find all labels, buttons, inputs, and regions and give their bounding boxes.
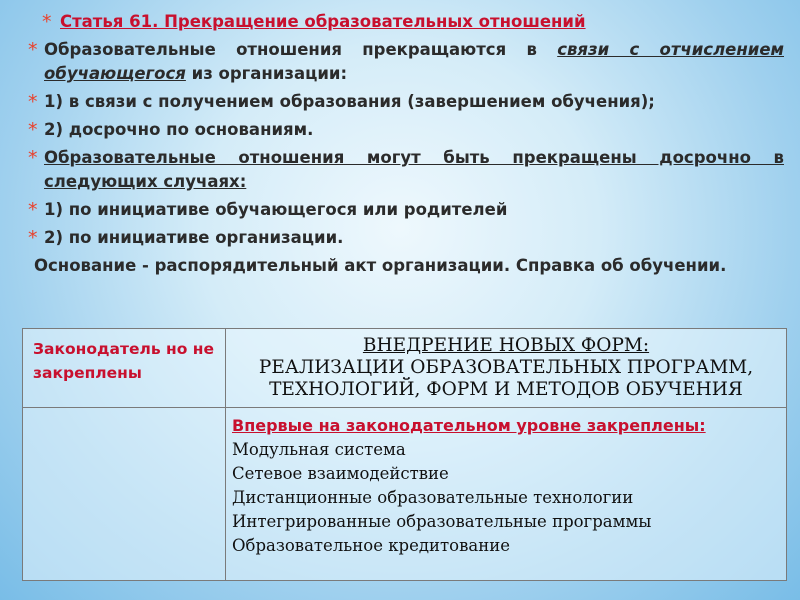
bullet-item (22, 146, 784, 194)
bullet-text: 2) по инициативе организации. (44, 228, 344, 247)
forms-table (22, 328, 787, 581)
list-item: Дистанционные образовательные технологии (232, 488, 634, 507)
list-item: Интегрированные образовательные программы (232, 512, 652, 531)
header-cell (226, 329, 787, 408)
title-text: Статья 61. Прекращение образовательных отношений (60, 12, 586, 31)
bullet-marker-icon: * (28, 39, 38, 61)
bullet-item (22, 198, 784, 222)
bullet-marker-icon: * (28, 119, 38, 141)
bullet-item (22, 38, 784, 86)
list-item: Образовательное кредитование (232, 536, 510, 555)
bullet-item (22, 90, 784, 114)
bullet-text: 1) по инициативе обучающегося или родителей (44, 200, 508, 219)
bullet-item (22, 118, 784, 142)
empty-cell (23, 408, 226, 581)
bullet-emphasis: связи с отчислением обучающегося (44, 40, 784, 83)
bullet-text: 1) в связи с получением образования (завершением обучения); (44, 92, 655, 111)
bullet-marker-icon: * (42, 11, 52, 33)
bullet-text: 2) досрочно по основаниям. (44, 120, 314, 139)
forms-cell (226, 408, 787, 581)
bullet-list (22, 10, 784, 278)
bullet-text: Образовательные отношения прекращаются в (44, 40, 558, 59)
list-item: Сетевое взаимодействие (232, 464, 449, 483)
bullet-text: Образовательные отношения могут быть прекращены досрочно в следующих случаях: (44, 148, 784, 191)
table-row (23, 408, 787, 581)
slide-title (38, 10, 784, 34)
bullet-marker-icon: * (28, 91, 38, 113)
header-line-1: ВНЕДРЕНИЕ НОВЫХ ФОРМ: (362, 335, 650, 356)
bullet-item (22, 226, 784, 250)
left-header-cell: Законодатель но не закреплены (23, 329, 226, 408)
bullet-text: из организации: (185, 64, 348, 83)
bullet-marker-icon: * (28, 199, 38, 221)
bullet-marker-icon: * (28, 147, 38, 169)
header-line-2: РЕАЛИЗАЦИИ ОБРАЗОВАТЕЛЬНЫХ ПРОГРАММ, ТЕХНОЛОГИЙ, ФОРМ И МЕТОДОВ ОБУЧЕНИЯ (258, 357, 754, 400)
red-heading: Впервые на законодательном уровне закреплены: (232, 416, 706, 435)
basis-note: Основание - распорядительный акт организации. Справка об обучении. (34, 256, 727, 275)
bullet-marker-icon: * (28, 227, 38, 249)
table-row (23, 329, 787, 408)
list-item: Модульная система (232, 440, 406, 459)
